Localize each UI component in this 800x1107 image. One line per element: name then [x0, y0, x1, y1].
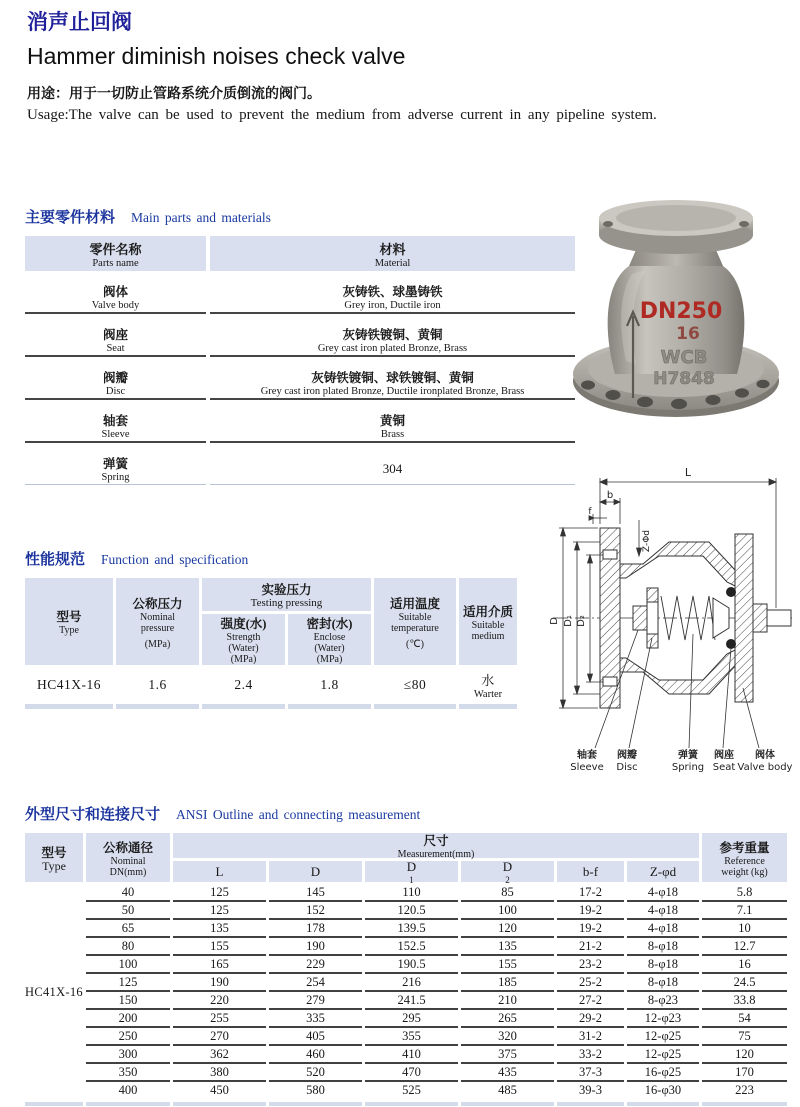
outline-cell: 54	[702, 1010, 787, 1028]
outline-cell: 470	[365, 1064, 458, 1082]
materials-table-row	[25, 280, 575, 314]
part-name-cell: 阀体 Valve body	[25, 280, 206, 314]
outline-table-header	[25, 833, 789, 885]
outline-cell: 295	[365, 1010, 458, 1028]
material-header	[210, 236, 575, 271]
spec-col-type-zh: 型号	[56, 610, 82, 624]
outline-cell: 80	[86, 938, 170, 956]
parts-name-header-en: Parts name	[92, 258, 139, 269]
outline-cell: 350	[86, 1064, 170, 1082]
outline-cell: 125	[173, 884, 266, 902]
materials-table-row	[25, 409, 575, 443]
spec-col-temperature-en1: Suitable	[398, 611, 432, 623]
outline-cell: 178	[269, 920, 362, 938]
label-sleeve-en: Sleeve	[570, 762, 604, 773]
outline-col-weight-en: Reference	[724, 855, 765, 867]
outline-subcol-b-f: b-f	[557, 861, 624, 882]
outline-cell: 190.5	[365, 956, 458, 974]
valve-photo-graphic	[556, 166, 800, 422]
outline-cell: 241.5	[365, 992, 458, 1010]
marking-dn: DN250	[639, 299, 723, 324]
outline-col-dn-en: Nominal	[110, 855, 146, 867]
outline-cell: 16-φ30	[644, 1083, 682, 1097]
outline-col-weight	[702, 833, 787, 882]
outline-cell: 362	[173, 1046, 266, 1064]
label-valve-body-zh: 阀体	[755, 750, 775, 761]
outline-cell: 525	[402, 1083, 421, 1097]
outline-cell: 8-φ23	[627, 992, 699, 1010]
material-cell: 灰铸铁镀铜、黄铜 Grey cast iron plated Bronze, Brass	[210, 323, 575, 357]
dim-L: L	[684, 466, 692, 479]
spec-col-temperature-zh: 适用温度	[389, 596, 440, 611]
outline-cell: 33-2	[557, 1046, 624, 1064]
outline-cell: 254	[269, 974, 362, 992]
materials-heading-zh: 主要零件材料	[25, 210, 116, 226]
outline-col-type-zh: 型号	[41, 846, 67, 860]
spec-heading-zh: 性能规范	[25, 552, 86, 568]
outline-cell: 300	[86, 1046, 170, 1064]
spec-value-pressure: 1.6	[148, 677, 167, 692]
spec-col-temperature-en2: temperature	[391, 622, 439, 634]
outline-cell: 279	[269, 992, 362, 1010]
outline-cell: 152.5	[365, 938, 458, 956]
spec-col-strength-en2: (Water)	[228, 643, 259, 654]
label-valve-body-en: Valve body	[737, 762, 793, 773]
material-cell: 灰铸铁、球墨铸铁 Grey iron, Ductile iron	[210, 280, 575, 314]
outline-cell: 110	[365, 884, 458, 902]
label-sleeve-zh: 轴套	[577, 750, 597, 761]
materials-table-body	[25, 280, 575, 485]
outline-col-measurement-en: Measurement(mm)	[397, 849, 475, 860]
spec-value-medium	[459, 667, 517, 703]
outline-cell: 320	[461, 1028, 554, 1046]
part-name-cell: 轴套 Sleeve	[25, 409, 206, 443]
spec-col-medium-zh: 适用介质	[462, 604, 513, 619]
material-cell: 黄铜 Brass	[210, 409, 575, 443]
spec-col-pressure-en1: Nominal	[140, 611, 175, 623]
spec-value-enclose: 1.8	[320, 677, 339, 692]
spec-col-strength-unit: (MPa)	[230, 654, 257, 665]
outline-col-dn	[86, 833, 170, 882]
spec-col-enclose-en1: Enclose	[313, 632, 346, 643]
outline-cell: 255	[173, 1010, 266, 1028]
spec-table-row	[25, 667, 517, 703]
outline-cell: 8-φ18	[627, 956, 699, 974]
spec-col-temperature-unit: (℃)	[406, 638, 424, 650]
outline-cell: 120	[702, 1046, 787, 1064]
outline-cell: 12.7	[702, 938, 787, 956]
outline-cell: 33.8	[702, 992, 787, 1010]
spec-col-type-en: Type	[59, 625, 79, 636]
outline-cell: 4-φ18	[627, 884, 699, 902]
outline-cell: 7.1	[702, 902, 787, 920]
outline-subcol-Z-φd: Z-φd	[627, 861, 699, 882]
dim-D1: D₁	[563, 615, 574, 627]
spec-section	[25, 548, 517, 709]
outline-subcol-D2: D 2	[461, 861, 554, 882]
outline-type-value: HC41X-16	[25, 984, 83, 999]
valve-drawing-graphic	[543, 458, 797, 776]
marking-material: WCB	[660, 347, 708, 368]
outline-cell: 19-2	[557, 902, 624, 920]
outline-cell: 12-φ25	[627, 1046, 699, 1064]
spec-value-temperature: ≤80	[403, 677, 427, 692]
spec-col-type	[25, 578, 113, 665]
spec-col-pressure	[116, 578, 199, 665]
outline-cell: 380	[173, 1064, 266, 1082]
label-spring-en: Spring	[671, 762, 705, 773]
parts-name-header-zh: 零件名称	[89, 242, 142, 257]
outline-cell: 120	[461, 920, 554, 938]
outline-cell: 23-2	[557, 956, 624, 974]
outline-cell: 135	[173, 920, 266, 938]
outline-cell: 265	[461, 1010, 554, 1028]
outline-cell: 210	[461, 992, 554, 1010]
spec-table-footer	[25, 704, 517, 709]
materials-section	[25, 206, 575, 485]
outline-cell: 65	[86, 920, 170, 938]
outline-cell: 139.5	[365, 920, 458, 938]
materials-table-header	[25, 236, 575, 271]
outline-col-measurement-zh: 尺寸	[423, 834, 449, 848]
outline-cell: 19-2	[557, 920, 624, 938]
spec-heading-en: Function and specification	[101, 552, 249, 567]
outline-cell: 270	[173, 1028, 266, 1046]
outline-col-weight-unit: weight (kg)	[721, 866, 768, 878]
spec-col-medium	[459, 578, 517, 665]
outline-cell: 170	[702, 1064, 787, 1082]
outline-cell: 335	[269, 1010, 362, 1028]
materials-heading	[25, 206, 575, 227]
outline-cell: 485	[498, 1083, 517, 1097]
outline-cell: 21-2	[557, 938, 624, 956]
part-name-cell: 阀座 Seat	[25, 323, 206, 357]
outline-cell: 155	[461, 956, 554, 974]
material-cell: 灰铸铁镀铜、球铁镀铜、黄铜 Grey cast iron plated Bronze, Ductile ironplated Bronze, Brass	[210, 366, 575, 400]
outline-cell: 580	[306, 1083, 325, 1097]
outline-cell: 355	[365, 1028, 458, 1046]
material-header-zh: 材料	[379, 242, 406, 257]
outline-cell: 10	[702, 920, 787, 938]
dim-f: f	[588, 507, 592, 517]
outline-col-weight-zh: 参考重量	[719, 840, 770, 855]
usage-text-en: Usage:The valve can be used to prevent the medium from adverse current in any pipeline system.	[27, 107, 657, 123]
page-title-zh: 消声止回阀	[27, 11, 132, 34]
outline-subcol-D: D	[269, 861, 362, 882]
spec-col-strength	[202, 614, 285, 665]
outline-col-dn-unit: DN(mm)	[109, 866, 147, 878]
material-header-en: Material	[374, 258, 411, 269]
outline-cell: 100	[86, 956, 170, 974]
dim-D: D	[549, 617, 560, 625]
outline-section	[25, 803, 789, 1106]
outline-cell: 8-φ18	[627, 974, 699, 992]
spec-col-testing-en: Testing pressing	[250, 597, 323, 609]
outline-cell: 25-2	[557, 974, 624, 992]
outline-cell: 16-φ25	[627, 1064, 699, 1082]
spec-col-enclose	[288, 614, 371, 665]
outline-cell: 4-φ18	[627, 902, 699, 920]
spec-col-medium-en1: Suitable	[471, 619, 505, 631]
spec-col-testing	[202, 578, 371, 611]
outline-cell: 216	[365, 974, 458, 992]
outline-cell: 16	[702, 956, 787, 974]
label-seat-en: Seat	[712, 762, 736, 773]
outline-cell: 75	[702, 1028, 787, 1046]
label-disc-en: Disc	[616, 762, 638, 773]
outline-subcol-L: L	[173, 861, 266, 882]
outline-cell: 460	[269, 1046, 362, 1064]
outline-cell: 155	[173, 938, 266, 956]
page-header	[27, 6, 405, 70]
outline-cell: 12-φ25	[627, 1028, 699, 1046]
material-cell: 304	[210, 452, 575, 485]
outline-heading-en: ANSI Outline and connecting measurement	[176, 807, 421, 822]
spec-col-temperature	[374, 578, 456, 665]
usage-text-zh: 用途：用于一切防止管路系统介质倒流的阀门。	[27, 87, 321, 102]
outline-table-footer	[25, 1102, 789, 1106]
page-title-en: Hammer diminish noises check valve	[27, 43, 406, 69]
outline-cell: 40	[86, 884, 170, 902]
dim-D2: D₂	[576, 615, 587, 627]
materials-table-row	[25, 366, 575, 400]
valve-photo	[556, 166, 800, 422]
spec-col-pressure-zh: 公称压力	[132, 596, 183, 611]
parts-name-header	[25, 236, 206, 271]
outline-cell: 223	[735, 1083, 754, 1097]
outline-cell: 17-2	[557, 884, 624, 902]
part-name-cell: 弹簧 Spring	[25, 452, 206, 485]
spec-col-pressure-unit: (MPa)	[144, 638, 171, 650]
spec-col-strength-zh: 强度(水)	[220, 617, 267, 631]
outline-cell: 150	[86, 992, 170, 1010]
outline-cell: 125	[86, 974, 170, 992]
label-disc-zh: 阀瓣	[617, 750, 637, 761]
outline-col-dn-zh: 公称通径	[102, 840, 153, 855]
marking-serial: H7848	[653, 369, 715, 389]
outline-cell: 29-2	[557, 1010, 624, 1028]
spec-value-medium-en: Warter	[473, 689, 503, 700]
outline-cell: 31-2	[557, 1028, 624, 1046]
valve-drawing	[543, 458, 797, 776]
outline-cell: 435	[461, 1064, 554, 1082]
outline-col-type-en: Type	[42, 859, 66, 873]
outline-col-measurement	[173, 833, 699, 858]
outline-cell: 5.8	[702, 884, 787, 902]
spec-value-type: HC41X-16	[37, 677, 101, 692]
outline-cell: 27-2	[557, 992, 624, 1010]
outline-cell: 400	[118, 1083, 138, 1097]
outline-cell: 39-3	[579, 1083, 602, 1097]
dim-zd: Z-Φd	[642, 530, 652, 553]
spec-value-medium-zh: 水	[481, 673, 495, 688]
spec-col-enclose-unit: (MPa)	[316, 654, 343, 665]
spec-table-header	[25, 578, 517, 665]
outline-cell: 24.5	[702, 974, 787, 992]
dim-b: b	[606, 490, 614, 501]
label-spring-zh: 弹簧	[678, 750, 698, 761]
outline-cell: 120.5	[365, 902, 458, 920]
materials-heading-en: Main parts and materials	[131, 210, 271, 225]
outline-table-body	[25, 884, 789, 1100]
outline-cell: 125	[173, 902, 266, 920]
outline-cell: 8-φ18	[627, 938, 699, 956]
outline-cell: 190	[269, 938, 362, 956]
outline-cell: 185	[461, 974, 554, 992]
spec-col-medium-en2: medium	[471, 630, 505, 642]
spec-col-strength-en1: Strength	[226, 632, 261, 643]
outline-cell: 410	[365, 1046, 458, 1064]
outline-heading-zh: 外型尺寸和连接尺寸	[25, 807, 161, 823]
outline-cell: 405	[269, 1028, 362, 1046]
marking-pn: 16	[676, 324, 700, 344]
spec-value-strength: 2.4	[234, 677, 253, 692]
outline-cell: 145	[269, 884, 362, 902]
spec-col-enclose-en2: (Water)	[314, 643, 345, 654]
outline-cell: 100	[461, 902, 554, 920]
outline-cell: 50	[86, 902, 170, 920]
outline-cell: 165	[173, 956, 266, 974]
outline-cell: 190	[173, 974, 266, 992]
outline-cell: 135	[461, 938, 554, 956]
part-name-cell: 阀瓣 Disc	[25, 366, 206, 400]
label-seat-zh: 阀座	[714, 750, 734, 761]
materials-table-row	[25, 452, 575, 485]
materials-table-row	[25, 323, 575, 357]
outline-cell: 250	[86, 1028, 170, 1046]
outline-cell: 152	[269, 902, 362, 920]
outline-cell: 450	[210, 1083, 229, 1097]
outline-cell: 4-φ18	[627, 920, 699, 938]
outline-cell: 229	[269, 956, 362, 974]
outline-cell: 220	[173, 992, 266, 1010]
outline-cell: 375	[461, 1046, 554, 1064]
outline-cell: 200	[86, 1010, 170, 1028]
spec-col-enclose-zh: 密封(水)	[306, 617, 353, 631]
spec-col-pressure-en2: pressure	[140, 622, 175, 634]
outline-subcol-D1: D 1	[365, 861, 458, 882]
spec-heading	[25, 548, 517, 569]
outline-cell: 520	[269, 1064, 362, 1082]
outline-heading	[25, 803, 789, 824]
spec-col-testing-zh: 实验压力	[261, 583, 312, 597]
outline-cell: 37-3	[557, 1064, 624, 1082]
outline-cell: 12-φ23	[627, 1010, 699, 1028]
outline-cell: 85	[461, 884, 554, 902]
outline-col-type	[25, 833, 83, 882]
